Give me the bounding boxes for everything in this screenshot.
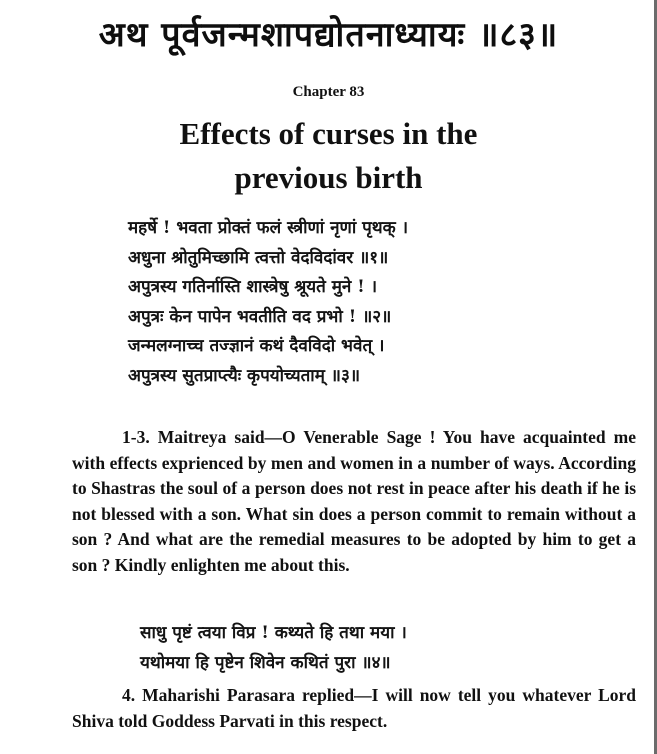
verse-line: यथोमया हि पृष्टेन शिवेन कथितं पुरा ॥४॥ xyxy=(140,653,391,673)
sanskrit-verses-1-3 xyxy=(128,214,408,391)
translation-paragraph-4 xyxy=(72,683,636,734)
verse-line: अपुत्रः केन पापेन भवतीति वद प्रभो ! ॥२॥ xyxy=(128,306,392,327)
chapter-title-line-2: previous birth xyxy=(234,160,423,195)
verse-line: जन्मलग्नाच्च तज्ज्ञानं कथं दैवविदो भवेत् । xyxy=(128,336,385,356)
chapter-title-line-1: Effects of curses in the xyxy=(179,116,478,151)
chapter-number: Chapter 83 xyxy=(292,84,365,100)
sanskrit-verse-4 xyxy=(140,618,407,678)
verse-line: अपुत्रस्य सुतप्राप्त्यैः कृपयोच्यताम् ॥३॥ xyxy=(128,365,361,386)
verse-line: अधुना श्रोतुमिच्छामि त्वत्तो वेदविदांवर ॥१॥ xyxy=(128,247,389,268)
translation-text: 1-3. Maitreya said—O Venerable Sage ! You have acquainted me with effects exprienced by men and women in a number of ways. According to Shastras the soul of a person does not rest in peace after his death if he is not blessed with a son. What sin does a person commit to remain without a son ? And what are the remedial measures to be adopted by him to get a son ? Kindly enlighten me about this. xyxy=(72,427,636,575)
verse-line: अपुत्रस्य गतिर्नास्ति शास्त्रेषु श्रूयते मुने ! । xyxy=(128,277,378,297)
verse-line: महर्षे ! भवता प्रोक्तं फलं स्त्रीणां नृणां पृथक् । xyxy=(128,218,409,238)
verse-line: साधु पृष्टं त्वया विप्र ! कथ्यते हि तथा मया । xyxy=(140,623,407,643)
translation-text: 4. Maharishi Parasara replied—I will now tell you whatever Lord Shiva told Goddess Parvati in this respect. xyxy=(72,685,636,731)
devanagari-chapter-heading: अथ पूर्वजन्मशापद्योतनाध्यायः ॥८३॥ xyxy=(98,15,559,55)
translation-paragraph-1-3 xyxy=(72,425,636,578)
chapter-title xyxy=(0,112,657,200)
